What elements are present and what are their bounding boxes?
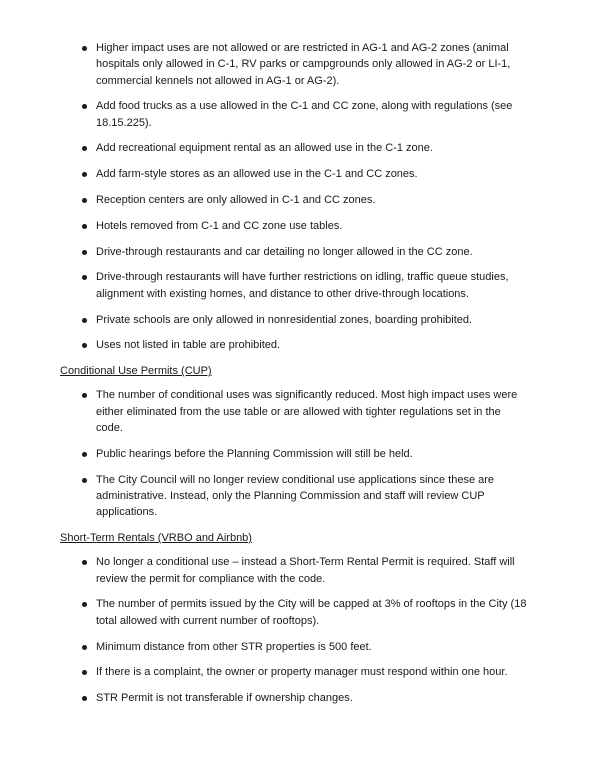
- cup-list: [60, 387, 530, 520]
- list-item: Reception centers are only allowed in C-1 and CC zones.: [60, 192, 530, 208]
- list-item: Private schools are only allowed in nonresidential zones, boarding prohibited.: [60, 312, 530, 328]
- str-list: [60, 554, 530, 706]
- list-item: Uses not listed in table are prohibited.: [60, 337, 530, 353]
- bullet-icon: [82, 198, 87, 203]
- list-item: The number of conditional uses was significantly reduced. Most high impact uses were either eliminated from the use table or are allowed with tighter regulations set in the code.: [60, 387, 530, 436]
- list-item: Add recreational equipment rental as an allowed use in the C-1 zone.: [60, 140, 530, 156]
- bullet-icon: [82, 478, 87, 483]
- bullet-icon: [82, 172, 87, 177]
- bullet-icon: [82, 343, 87, 348]
- bullet-icon: [82, 696, 87, 701]
- list-item: If there is a complaint, the owner or property manager must respond within one hour.: [60, 664, 530, 680]
- list-item: Drive-through restaurants and car detailing no longer allowed in the CC zone.: [60, 244, 530, 260]
- list-item: No longer a conditional use – instead a Short-Term Rental Permit is required. Staff will review the permit for compliance with the code.: [60, 554, 530, 587]
- bullet-icon: [82, 452, 87, 457]
- use-changes-list: [60, 40, 530, 354]
- document-body: [60, 40, 530, 716]
- bullet-icon: [82, 393, 87, 398]
- bullet-icon: [82, 670, 87, 675]
- bullet-icon: [82, 560, 87, 565]
- bullet-icon: [82, 224, 87, 229]
- section-heading-cup: Conditional Use Permits (CUP): [60, 365, 212, 378]
- list-item: Add farm-style stores as an allowed use in the C-1 and CC zones.: [60, 166, 530, 182]
- bullet-icon: [82, 602, 87, 607]
- bullet-icon: [82, 250, 87, 255]
- bullet-icon: [82, 46, 87, 51]
- bullet-icon: [82, 318, 87, 323]
- list-item: The number of permits issued by the City will be capped at 3% of rooftops in the City (18 total allowed with current number of rooftops).: [60, 596, 530, 629]
- bullet-icon: [82, 645, 87, 650]
- list-item: Minimum distance from other STR properties is 500 feet.: [60, 639, 530, 655]
- list-item: Add food trucks as a use allowed in the C-1 and CC zone, along with regulations (see 18.15.225).: [60, 98, 530, 131]
- list-item: Hotels removed from C-1 and CC zone use tables.: [60, 218, 530, 234]
- bullet-icon: [82, 104, 87, 109]
- list-item: STR Permit is not transferable if ownership changes.: [60, 690, 530, 706]
- list-item: Public hearings before the Planning Commission will still be held.: [60, 446, 530, 462]
- list-item: Drive-through restaurants will have further restrictions on idling, traffic queue studies, alignment with existing homes, and distance to other drive-through locations.: [60, 269, 530, 302]
- section-heading-str: Short-Term Rentals (VRBO and Airbnb): [60, 532, 252, 545]
- list-item: Higher impact uses are not allowed or are restricted in AG-1 and AG-2 zones (animal hospitals only allowed in C-1, RV parks or campgrounds only allowed in AG-2 or LI-1, commercial kennels not allowed in AG-1 or AG-2).: [60, 40, 530, 89]
- bullet-icon: [82, 146, 87, 151]
- bullet-icon: [82, 275, 87, 280]
- list-item: The City Council will no longer review conditional use applications since these are administrative. Instead, only the Planning Commission and staff will review CUP applications.: [60, 472, 530, 521]
